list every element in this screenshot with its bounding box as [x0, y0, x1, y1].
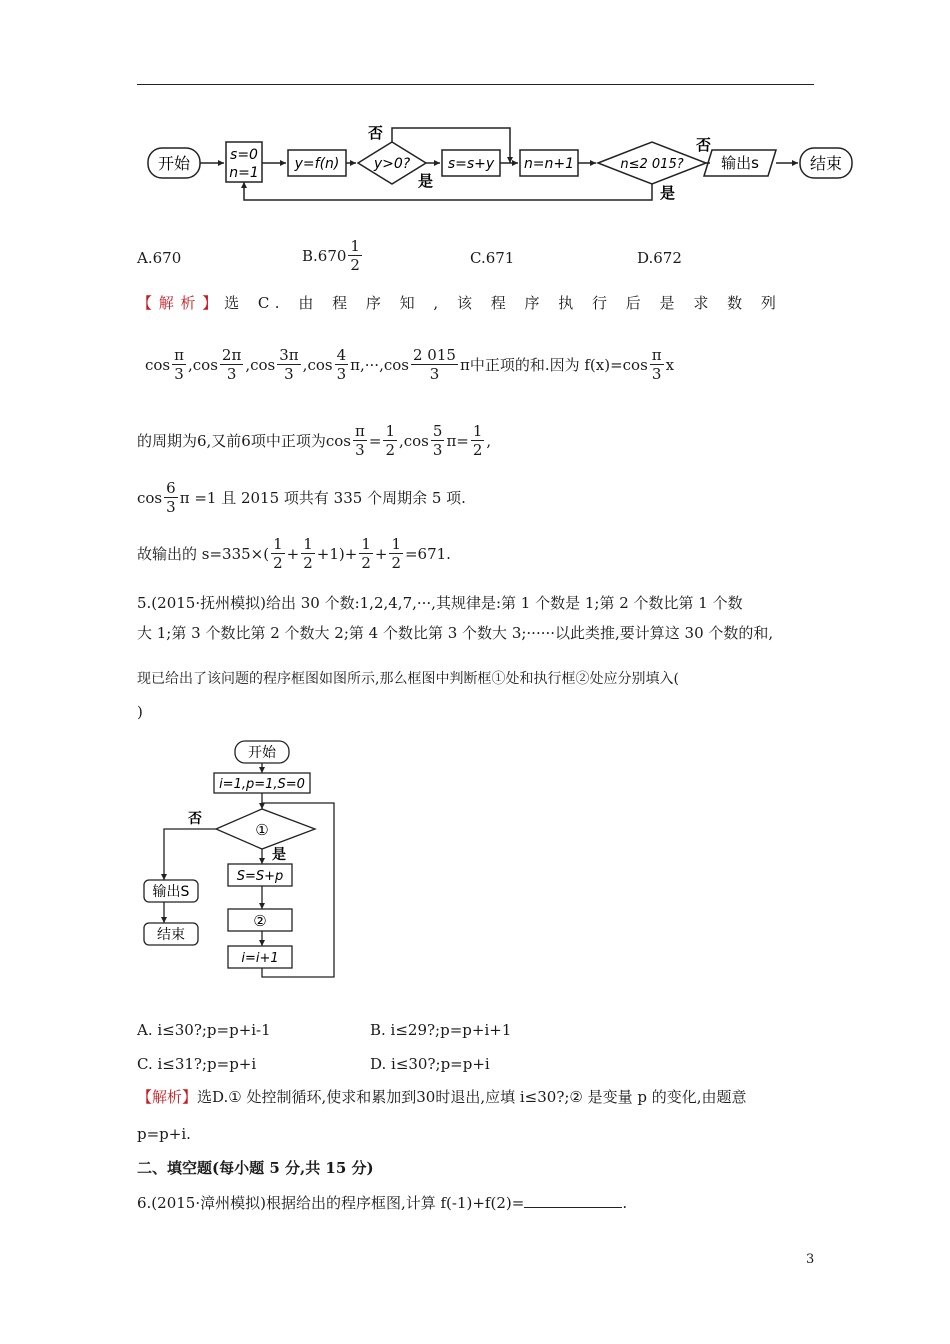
flow1-init-n: n=1	[229, 165, 259, 181]
flow2-no-label: 否	[188, 811, 202, 827]
q5-analysis: 【解析】选D.① 处控制循环,使求和累加到30时退出,应填 i≤30?;② 是变量 p 的变化,由题意	[137, 1088, 747, 1106]
flow1-cond-n-label: n≤2 015?	[620, 157, 684, 172]
q5-option-a: A. i≤30?;p=p+i-1	[137, 1021, 271, 1039]
flow1-incr-label: n=n+1	[523, 156, 575, 172]
flow1-end-label: 结束	[809, 154, 843, 173]
flow1-no-1: 否	[368, 124, 384, 142]
flow2-start-label: 开始	[248, 745, 276, 761]
q4-analysis: 【 解 析 】 选 C. 由 程 序 知 , 该 程 序 执 行 后 是 求 数 列	[137, 294, 782, 312]
flow1-start-label: 开始	[157, 154, 191, 173]
q4-cos-line: cos $\frac{6}{3}$ π =1 且 2015 项共有 335 个周期余 5 项.	[137, 479, 466, 516]
flow1-yes-2: 是	[660, 184, 676, 202]
q4-result-line: 故输出的 s=335×( $\frac{1}{2}$ + $\frac{1}{2}$ +1)+ $\frac{1}{2}$ + $\frac{1}{2}$ =671.	[137, 535, 451, 572]
flow2-end-label: 结束	[157, 927, 185, 943]
q5-analysis-2: p=p+i.	[137, 1125, 191, 1143]
flowchart-2	[140, 735, 340, 985]
flow1-yes-1: 是	[418, 172, 434, 190]
q4-sequence-line: cos $\frac{\pi}{3}$ , cos $\frac{2\pi}{3}$ , cos $\frac{3\pi}{3}$ , cos $\frac{4}{3}$ π , ··· , cos $\frac{2 015}{3}$ π 中正项的和.因为 f(x)=cos $\frac{\pi}{3}$ x	[145, 346, 675, 383]
flow2-step-label: ②	[253, 912, 267, 930]
flow1-output-label: 输出s	[721, 154, 759, 172]
analysis-tag: 【 解 析 】	[137, 294, 218, 312]
answer-blank[interactable]	[524, 1193, 622, 1208]
section-title: 二、填空题(每小题 5 分,共 15 分)	[137, 1159, 374, 1177]
q6-text: 6.(2015·漳州模拟)根据给出的程序框图,计算 f(-1)+f(2)= .	[137, 1194, 628, 1212]
q5-line3: 现已给出了该问题的程序框图如图所示,那么框图中判断框①处和执行框②处应分别填入(	[137, 671, 679, 687]
flow1-no-2: 否	[696, 136, 712, 154]
flow1-assign-label: y=f(n)	[294, 156, 340, 172]
q4-option-d: D.672	[637, 249, 682, 267]
flow2-yes-label: 是	[272, 847, 286, 863]
q4-option-c: C.671	[470, 249, 515, 267]
flow1-cond-y-label: y>0?	[373, 156, 411, 172]
page-number: 3	[806, 1252, 815, 1267]
flow2-cond-label: ①	[255, 821, 269, 839]
q5-option-b: B. i≤29?;p=p+i+1	[370, 1021, 512, 1039]
q5-option-c: C. i≤31?;p=p+i	[137, 1055, 257, 1073]
flow2-init-label: i=1,p=1,S=0	[219, 777, 305, 792]
q5-option-d: D. i≤30?;p=p+i	[370, 1055, 490, 1073]
flow2-sum-label: S=S+p	[236, 869, 284, 884]
q5-line2: 大 1;第 3 个数比第 2 个数大 2;第 4 个数比第 3 个数大 3;······以此类推,要计算这 30 个数的和,	[137, 624, 774, 642]
q5-line4: )	[137, 703, 143, 721]
flow1-init-s: s=0	[230, 147, 258, 163]
q4-period-line: 的周期为6,又前6项中正项为cos $\frac{\pi}{3}$ = $\frac{1}{2}$ ,cos $\frac{5}{3}$ π = $\frac{1}{2}$ ,	[137, 422, 492, 459]
header-rule	[137, 84, 814, 85]
flow2-incr-label: i=i+1	[241, 951, 279, 966]
flowchart-1	[140, 120, 860, 210]
analysis-tag: 【解析】	[137, 1088, 198, 1106]
flow2-output-label: 输出S	[152, 884, 190, 900]
q4-option-b: B.670 $\frac{1}{2}$	[302, 237, 360, 274]
q4-option-a: A.670	[137, 249, 182, 267]
flow1-sum-label: s=s+y	[447, 156, 495, 172]
q5-line1: 5.(2015·抚州模拟)给出 30 个数:1,2,4,7,···,其规律是:第 1 个数是 1;第 2 个数比第 1 个数	[137, 594, 743, 612]
